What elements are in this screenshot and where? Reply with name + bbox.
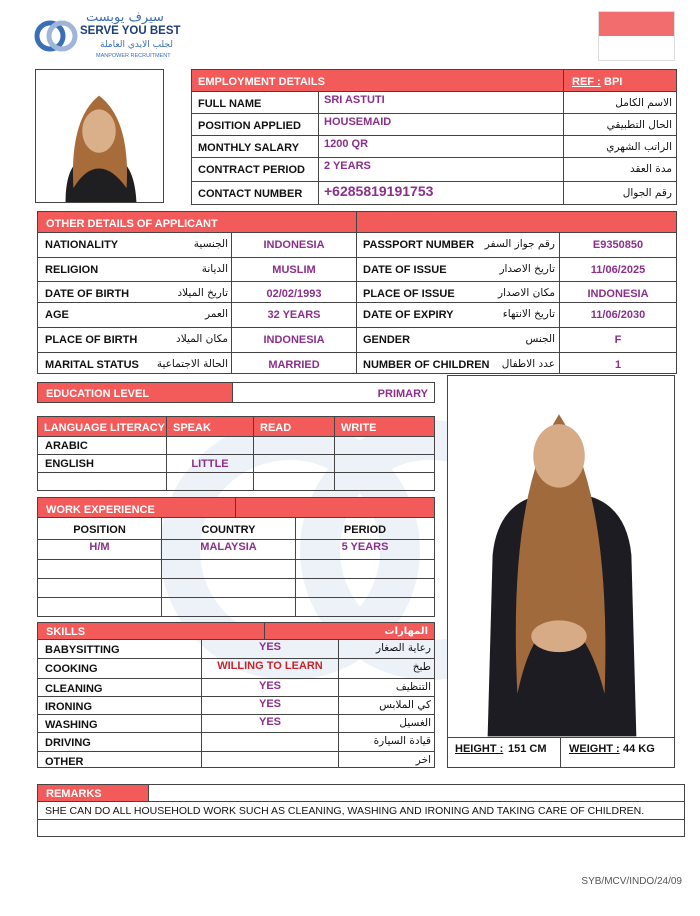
skill-ar-label: كي الملابس: [379, 699, 431, 711]
other-title: OTHER DETAILS OF APPLICANT: [46, 218, 218, 230]
other-label: GENDER: [363, 334, 411, 346]
other-label: DATE OF BIRTH: [45, 288, 130, 300]
remarks-extra: [37, 819, 685, 837]
remarks-header-right: [148, 784, 685, 802]
weight-value: 44 KG: [623, 743, 655, 755]
other-value: MARRIED: [268, 359, 320, 371]
other-value: INDONESIA: [587, 288, 649, 300]
other-ar-label: الجنس: [525, 333, 555, 345]
other-value: E9350850: [592, 239, 644, 251]
skill-label: CLEANING: [45, 683, 103, 695]
skill-value: WILLING TO LEARN: [217, 660, 323, 672]
employment-ar-label: رقم الجوال: [622, 187, 672, 199]
other-label: DATE OF EXPIRY: [363, 309, 454, 321]
skill-ar-label: اخر: [415, 754, 431, 766]
work-cell: [295, 578, 435, 598]
company-logo: [34, 10, 181, 62]
education-value: PRIMARY: [377, 388, 428, 400]
remarks-header: [37, 784, 149, 802]
language-cell: [166, 436, 254, 455]
weight-cell: [560, 737, 675, 768]
language-cell: [253, 454, 335, 473]
footer-code: SYB/MCV/INDO/24/09: [581, 876, 682, 887]
other-value: 1: [614, 359, 622, 371]
other-value: 02/02/1993: [266, 288, 322, 300]
other-ar-label: الديانة: [201, 263, 228, 275]
other-ar-label: تاريخ الانتهاء: [502, 308, 555, 320]
other-label: AGE: [45, 309, 69, 321]
portrait-image: [36, 70, 163, 202]
employment-value: +6285819191753: [324, 183, 434, 199]
other-ar-label: مكان الميلاد: [176, 333, 228, 345]
skills-title: SKILLS: [46, 626, 86, 638]
skill-value: YES: [258, 641, 281, 653]
work-cell: [37, 559, 162, 579]
language-cell: [334, 454, 435, 473]
ref-label: REF :: [572, 76, 601, 88]
other-ar-label: تاريخ الميلاد: [177, 287, 228, 299]
language-cell: [334, 472, 435, 491]
language-cell: [37, 472, 167, 491]
other-ar-label: الجنسية: [193, 238, 228, 250]
employment-value: SRI ASTUTI: [324, 94, 385, 106]
language-cell: [253, 436, 335, 455]
full-body-image: [448, 376, 674, 737]
employment-title: EMPLOYMENT DETAILS: [198, 76, 325, 88]
work-header: [37, 497, 236, 518]
other-label: NUMBER OF CHILDREN: [363, 359, 490, 371]
education-label: EDUCATION LEVEL: [46, 388, 150, 400]
skill-ar-label: التنظيف: [395, 681, 431, 693]
other-value: INDONESIA: [263, 334, 325, 346]
other-label: RELIGION: [45, 264, 99, 276]
work-cell: [295, 597, 435, 617]
employment-value: HOUSEMAID: [324, 116, 392, 128]
skill-label: DRIVING: [45, 737, 91, 749]
employment-value: 1200 QR: [324, 138, 369, 150]
ref-value: BPI: [604, 76, 623, 88]
other-value: F: [614, 334, 622, 346]
employment-label: POSITION APPLIED: [198, 120, 301, 132]
employment-header: [191, 69, 564, 92]
skill-ar-label: رعاية الصغار: [376, 642, 431, 654]
skills-header: [37, 622, 265, 640]
other-ar-label: تاريخ الاصدار: [499, 263, 555, 275]
skill-value-cell: [201, 751, 339, 768]
logo-english: SERVE YOU BEST: [80, 25, 181, 37]
skill-value-cell: [201, 732, 339, 752]
language-cell: [334, 436, 435, 455]
work-cell: [37, 578, 162, 598]
work-cell: [295, 559, 435, 579]
applicant-photo-small: [35, 69, 164, 203]
other-label: PLACE OF ISSUE: [363, 288, 455, 300]
skills-header-ar: [264, 622, 435, 640]
other-ar-label: العمر: [204, 308, 228, 320]
other-header: [37, 211, 357, 233]
height-value: 151 CM: [508, 743, 547, 755]
height-label: HEIGHT :: [455, 743, 504, 755]
remarks-body: [37, 801, 685, 820]
other-value: 11/06/2030: [590, 309, 646, 321]
work-value: 5 YEARS: [341, 541, 389, 553]
other-label: DATE OF ISSUE: [363, 264, 447, 276]
logo-arabic: سيرف يوبست: [86, 10, 164, 25]
other-header-right: [356, 211, 677, 233]
language-value: ARABIC: [45, 440, 88, 452]
other-label: MARITAL STATUS: [45, 359, 139, 371]
employment-label: MONTHLY SALARY: [198, 142, 300, 154]
employment-label: CONTACT NUMBER: [198, 188, 303, 200]
skill-ar-label: طبخ: [412, 661, 431, 673]
employment-ar-label: الاسم الكامل: [615, 97, 672, 109]
work-cell: [37, 597, 162, 617]
other-value: MUSLIM: [272, 264, 316, 276]
work-column-header: POSITION: [73, 524, 126, 536]
other-ar-label: الحالة الاجتماعية: [156, 358, 228, 370]
logo-arabic-sub: لجلب الايدي العاملة: [100, 40, 173, 50]
other-ar-label: مكان الاصدار: [498, 287, 555, 299]
other-ar-label: عدد الاطفال: [501, 358, 555, 370]
education-label-cell: [37, 382, 233, 403]
skill-label: IRONING: [45, 701, 93, 713]
work-cell: [161, 578, 296, 598]
language-value: LITTLE: [191, 458, 229, 470]
logo-rings-icon: [34, 12, 78, 60]
work-title: WORK EXPERIENCE: [46, 504, 155, 516]
other-label: NATIONALITY: [45, 239, 119, 251]
other-value: 32 YEARS: [267, 309, 321, 321]
skill-value: YES: [258, 716, 281, 728]
other-value: 11/06/2025: [590, 264, 646, 276]
ref-cell: [563, 69, 677, 92]
employment-value: 2 YEARS: [324, 160, 371, 172]
other-ar-label: رقم جواز السفر: [484, 238, 555, 250]
employment-label: CONTRACT PERIOD: [198, 164, 305, 176]
language-value: ENGLISH: [45, 458, 94, 470]
work-column-header: COUNTRY: [201, 524, 256, 536]
work-value: H/M: [89, 541, 110, 553]
work-value: MALAYSIA: [200, 541, 257, 553]
work-header-right: [235, 497, 435, 518]
language-header: SPEAK: [173, 422, 211, 434]
logo-subtitle: MANPOWER RECRUITMENT: [96, 53, 171, 59]
language-cell: [253, 472, 335, 491]
work-cell: [161, 597, 296, 617]
language-header: WRITE: [341, 422, 377, 434]
skill-label: WASHING: [45, 719, 98, 731]
skill-label: BABYSITTING: [45, 644, 120, 656]
skill-label: COOKING: [45, 663, 98, 675]
employment-ar-label: الحال التطبيقي: [606, 119, 672, 131]
skill-value: YES: [258, 698, 281, 710]
weight-label: WEIGHT :: [569, 743, 620, 755]
work-column-header: PERIOD: [343, 524, 387, 536]
education-value-cell: [232, 382, 435, 403]
skills-title-ar: المهارات: [384, 626, 428, 637]
work-cell: [161, 559, 296, 579]
other-label: PLACE OF BIRTH: [45, 334, 138, 346]
language-cell: [166, 472, 254, 491]
language-header: LANGUAGE LITERACY: [44, 422, 165, 434]
language-header: READ: [260, 422, 292, 434]
other-value: INDONESIA: [263, 239, 325, 251]
employment-label: FULL NAME: [198, 98, 262, 110]
remarks-text: SHE CAN DO ALL HOUSEHOLD WORK SUCH AS CLEANING, WASHING AND IRONING AND TAKING CARE OF CHILDREN.: [45, 805, 645, 817]
employment-ar-label: الراتب الشهري: [606, 141, 672, 153]
skill-label: OTHER: [45, 756, 84, 768]
height-cell: [447, 737, 561, 768]
skill-ar-label: الغسيل: [399, 717, 431, 729]
skill-ar-label: قيادة السيارة: [373, 735, 431, 747]
other-label: PASSPORT NUMBER: [363, 239, 475, 251]
skill-value: YES: [258, 680, 281, 692]
remarks-title: REMARKS: [46, 788, 102, 800]
employment-ar-label: مدة العقد: [630, 163, 672, 175]
applicant-photo-large: [447, 375, 675, 738]
indonesia-flag: [598, 11, 675, 61]
